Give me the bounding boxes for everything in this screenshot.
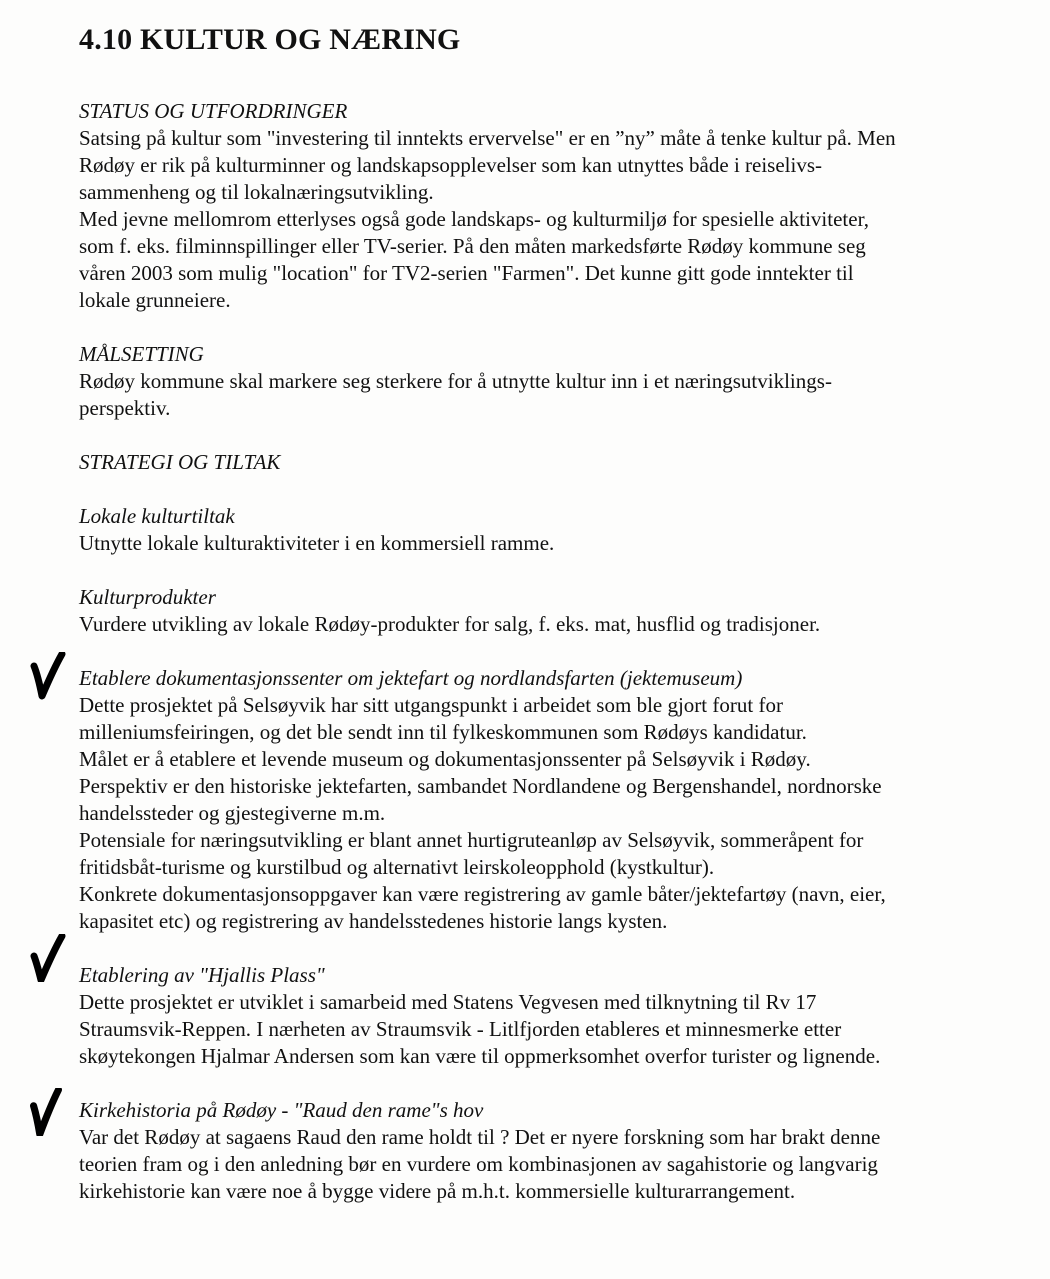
- text-line: Utnytte lokale kulturaktiviteter i en kommersiell ramme.: [79, 531, 555, 555]
- text-line: Rødøy er rik på kulturminner og landskapsopplevelser som kan utnyttes både i reiselivs-: [79, 153, 823, 177]
- text-line: sammenheng og til lokalnæringsutvikling.: [79, 180, 434, 204]
- produkter-heading: Kulturprodukter: [79, 585, 216, 609]
- jekte-paragraph: [79, 692, 1029, 935]
- status-heading: STATUS OG UTFORDRINGER: [79, 99, 348, 123]
- hjallis-paragraph: [79, 989, 1029, 1070]
- text-line: kirkehistorie kan være noe å bygge videre på m.h.t. kommersielle kulturarrangement.: [79, 1179, 796, 1203]
- jekte-heading: Etablere dokumentasjonssenter om jektefart og nordlandsfarten (jektemuseum): [79, 666, 743, 690]
- checkmark-icon: [30, 934, 66, 982]
- text-line: milleniumsfeiringen, og det ble sendt inn til fylkeskommunen som Rødøys kandidatur.: [79, 720, 807, 744]
- document-content: [79, 22, 1029, 1205]
- page-title: 4.10 KULTUR OG NÆRING: [79, 23, 461, 56]
- text-line: Satsing på kultur som "investering til inntekts ervervelse" er en ”ny” måte å tenke kultur på. Men: [79, 126, 896, 150]
- text-line: teorien fram og i den anledning bør en vurdere om kombinasjonen av sagahistorie og langvarig: [79, 1152, 878, 1176]
- text-line: Potensiale for næringsutvikling er blant annet hurtigruteanløp av Selsøyvik, sommeråpent for: [79, 828, 864, 852]
- kirke-paragraph: [79, 1124, 1029, 1205]
- text-line: Målet er å etablere et levende museum og dokumentasjonssenter på Selsøyvik i Rødøy.: [79, 747, 811, 771]
- produkter-paragraph: [79, 611, 1029, 638]
- text-line: lokale grunneiere.: [79, 288, 231, 312]
- lokale-heading: Lokale kulturtiltak: [79, 504, 235, 528]
- text-line: handelssteder og gjestegiverne m.m.: [79, 801, 386, 825]
- text-line: Med jevne mellomrom etterlyses også gode landskaps- og kulturmiljø for spesielle aktiviteter,: [79, 207, 869, 231]
- hjallis-heading: Etablering av "Hjallis Plass": [79, 963, 325, 987]
- text-line: Dette prosjektet på Selsøyvik har sitt utgangspunkt i arbeidet som ble gjort forut for: [79, 693, 783, 717]
- checkmark-icon: [30, 652, 66, 700]
- text-line: Perspektiv er den historiske jektefarten, sambandet Nordlandene og Bergenshandel, nordnorske: [79, 774, 882, 798]
- text-line: Var det Rødøy at sagaens Raud den rame holdt til ? Det er nyere forskning som har brakt denne: [79, 1125, 881, 1149]
- text-line: fritidsbåt-turisme og kurstilbud og alternativt leirskoleopphold (kystkultur).: [79, 855, 715, 879]
- text-line: Dette prosjektet er utviklet i samarbeid med Statens Vegvesen med tilknytning til Rv 17: [79, 990, 817, 1014]
- text-line: perspektiv.: [79, 396, 171, 420]
- text-line: Rødøy kommune skal markere seg sterkere for å utnytte kultur inn i et næringsutviklings-: [79, 369, 832, 393]
- text-line: kapasitet etc) og registrering av handelsstedenes historie langs kysten.: [79, 909, 668, 933]
- strategi-heading: STRATEGI OG TILTAK: [79, 450, 281, 474]
- malsetting-paragraph: [79, 368, 1029, 422]
- text-line: som f. eks. filminnspillinger eller TV-serier. På den måten markedsførte Rødøy kommune seg: [79, 234, 866, 258]
- lokale-paragraph: [79, 530, 1029, 557]
- kirke-heading: Kirkehistoria på Rødøy - "Raud den rame"s hov: [79, 1098, 484, 1122]
- text-line: Konkrete dokumentasjonsoppgaver kan være registrering av gamle båter/jektefartøy (navn, eier,: [79, 882, 886, 906]
- text-line: Vurdere utvikling av lokale Rødøy-produkter for salg, f. eks. mat, husflid og tradisjoner.: [79, 612, 821, 636]
- malsetting-heading: MÅLSETTING: [79, 342, 204, 366]
- checkmark-icon: [28, 1088, 64, 1136]
- text-line: våren 2003 som mulig "location" for TV2-serien "Farmen". Det kunne gitt gode inntekter til: [79, 261, 854, 285]
- status-paragraph: [79, 125, 1029, 314]
- text-line: skøytekongen Hjalmar Andersen som kan være til oppmerksomhet overfor turister og lignende.: [79, 1044, 881, 1068]
- text-line: Straumsvik-Reppen. I nærheten av Straumsvik - Litlfjorden etableres et minnesmerke etter: [79, 1017, 842, 1041]
